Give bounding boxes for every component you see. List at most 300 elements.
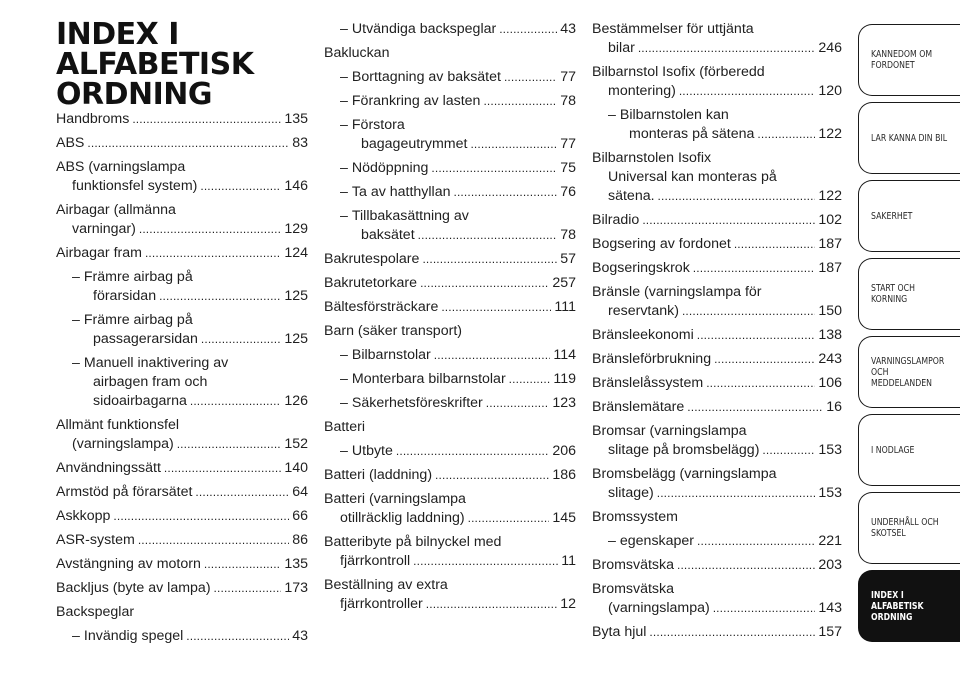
entry-text [608, 82, 676, 101]
chapter-tab[interactable] [858, 24, 960, 96]
page-number[interactable]: 125 [284, 331, 308, 347]
index-entry[interactable] [592, 398, 842, 417]
index-entry[interactable] [592, 149, 842, 206]
page-number[interactable]: 120 [818, 83, 842, 99]
entry-text-part: Bromsvätska [592, 581, 674, 597]
dash-glyph: – [340, 347, 348, 363]
entry-text-part: Avstängning av motorn [56, 556, 201, 572]
page-number[interactable]: 102 [818, 212, 842, 228]
dash-glyph: – [340, 69, 348, 85]
index-entry-line [56, 134, 308, 153]
entry-text [608, 484, 654, 503]
index-entry-line [340, 346, 576, 365]
index-subentry[interactable] [324, 92, 576, 111]
index-subentry[interactable] [324, 370, 576, 389]
entry-text-part: Användningssätt [56, 460, 161, 476]
dot-leader [638, 39, 816, 58]
page-number[interactable]: 153 [818, 442, 842, 458]
index-entry[interactable] [324, 250, 576, 269]
dot-leader [468, 509, 550, 528]
index-entry-line [56, 244, 308, 263]
entry-text-part: Bilbarnstolen kan [619, 107, 729, 123]
entry-text [340, 20, 496, 39]
dot-leader [164, 459, 281, 478]
dash-glyph: – [340, 21, 348, 37]
entry-text-part: Bränsle (varningslampa för [592, 284, 762, 300]
index-entry[interactable] [324, 298, 576, 317]
entry-text-part: Manuell inaktivering av [83, 355, 229, 371]
entry-text [592, 326, 694, 345]
page-number[interactable]: 83 [292, 135, 308, 151]
index-entry-line [72, 287, 308, 306]
chapter-tab[interactable] [858, 336, 960, 408]
index-entry-line [592, 580, 842, 599]
index-entry-line [72, 354, 308, 373]
index-entry[interactable] [592, 422, 842, 460]
page-number[interactable]: 221 [818, 533, 842, 549]
entry-text [361, 226, 415, 245]
index-entry[interactable] [592, 508, 842, 527]
chapter-tab-label-line: ALFABETISK [871, 600, 924, 612]
entry-text-part: varningar) [72, 221, 136, 237]
entry-text-part: Bränslemätare [592, 399, 685, 415]
entry-text [56, 134, 84, 153]
entry-text-part: Borttagning av baksätet [351, 69, 501, 85]
entry-text [361, 135, 467, 154]
index-entry[interactable] [324, 322, 576, 341]
page-number[interactable]: 145 [552, 510, 576, 526]
dot-leader [418, 226, 558, 245]
index-entry[interactable] [324, 576, 576, 614]
index-entry[interactable] [56, 134, 308, 153]
index-entry[interactable] [324, 490, 576, 528]
entry-text-part: Backspeglar [56, 604, 135, 620]
index-entry-line [72, 311, 308, 330]
index-entry-line [340, 370, 576, 389]
chapter-tab-label [871, 283, 925, 305]
index-entry-line [324, 466, 576, 485]
index-column-1 [56, 110, 308, 651]
index-entry[interactable] [56, 531, 308, 550]
entry-text-part: Monterbara bilbarnstolar [351, 371, 506, 387]
entry-text-part: Bakrutetorkare [324, 275, 418, 291]
index-entry[interactable] [592, 259, 842, 278]
index-entry[interactable] [592, 283, 842, 321]
index-subentry[interactable] [324, 68, 576, 87]
index-entry[interactable] [56, 507, 308, 526]
page-number[interactable]: 246 [818, 40, 842, 56]
entry-text-part: (varningslampa) [608, 600, 710, 616]
page-title-line: ALFABETISK [56, 47, 254, 82]
index-entry-line [608, 532, 842, 551]
index-entry-line [592, 283, 842, 302]
dot-leader [435, 466, 549, 485]
index-subentry[interactable] [56, 354, 308, 411]
page-number[interactable]: 43 [292, 628, 308, 644]
dot-leader [679, 82, 816, 101]
index-entry-line [324, 44, 576, 63]
index-subentry[interactable] [56, 268, 308, 306]
page-number[interactable]: 122 [818, 126, 842, 142]
index-entry[interactable] [592, 20, 842, 58]
index-entry-line [324, 322, 576, 341]
index-entry-line [592, 484, 842, 503]
dot-leader [214, 579, 282, 598]
index-entry-line [56, 220, 308, 239]
chapter-tab-label-line: KÄNNEDOM OM [871, 49, 933, 60]
index-entry[interactable] [56, 244, 308, 263]
page-number[interactable]: 78 [560, 227, 576, 243]
chapter-tab-label [871, 445, 924, 456]
page-number[interactable]: 206 [552, 443, 576, 459]
entry-text-part: Bilbarnstol Isofix (förberedd [592, 64, 765, 80]
index-entry[interactable] [592, 235, 842, 254]
entry-text-part: Bromsvätska [592, 557, 674, 573]
index-entry[interactable] [56, 201, 308, 239]
page-number[interactable]: 12 [560, 596, 576, 612]
index-subentry[interactable] [324, 183, 576, 202]
entry-text [340, 394, 483, 413]
index-subentry[interactable] [324, 346, 576, 365]
index-subentry[interactable] [324, 207, 576, 245]
entry-text [592, 623, 646, 642]
index-entry-line [72, 373, 308, 392]
dot-leader [200, 177, 281, 196]
dot-leader [441, 298, 551, 317]
page-number[interactable]: 186 [552, 467, 576, 483]
dot-leader [509, 370, 551, 389]
entry-text [340, 346, 431, 365]
page-number[interactable]: 66 [292, 508, 308, 524]
entry-text-part: Bilradio [592, 212, 640, 228]
index-entry[interactable] [56, 555, 308, 574]
page-number[interactable]: 16 [826, 399, 842, 415]
dot-leader [113, 507, 289, 526]
index-entry-line [340, 135, 576, 154]
index-entry-line [324, 595, 576, 614]
page-number[interactable]: 203 [818, 557, 842, 573]
entry-text [56, 555, 201, 574]
entry-text-part: Ta av hatthyllan [351, 184, 451, 200]
index-entry[interactable] [56, 483, 308, 502]
entry-text-part: Backljus (byte av lampa) [56, 580, 211, 596]
index-entry-line [340, 394, 576, 413]
page-number[interactable]: 124 [284, 245, 308, 261]
index-entry-line [340, 92, 576, 111]
chapter-tab[interactable] [858, 180, 960, 252]
index-entry[interactable] [324, 418, 576, 437]
dot-leader [177, 435, 282, 454]
index-entry-line [56, 201, 308, 220]
page-number[interactable]: 86 [292, 532, 308, 548]
index-subentry[interactable] [592, 106, 842, 144]
entry-text-part: monteras på sätena [629, 126, 755, 142]
chapter-tab-label [871, 590, 935, 623]
dash-glyph: – [340, 371, 348, 387]
index-entry[interactable] [592, 63, 842, 101]
chapter-tab[interactable] [858, 414, 960, 486]
index-column-2 [324, 20, 576, 619]
chapter-tab-label [871, 517, 953, 539]
entry-text-part: Barn (säker transport) [324, 323, 462, 339]
chapter-tab[interactable] [858, 492, 960, 564]
page-title-line: ORDNING [56, 77, 213, 112]
dot-leader [713, 599, 816, 618]
index-entry-line [608, 106, 842, 125]
dot-leader [697, 326, 816, 345]
dot-leader [431, 159, 557, 178]
page-number[interactable]: 129 [284, 221, 308, 237]
dot-leader [139, 220, 281, 239]
entry-text [340, 92, 480, 111]
chapter-tab[interactable] [858, 258, 960, 330]
entry-text-part: Handbroms [56, 111, 130, 127]
entry-text [608, 302, 679, 321]
chapter-tab-label [871, 133, 960, 144]
entry-text-part: Byta hjul [592, 624, 647, 640]
entry-text-part: Allmänt funktionsfel [56, 417, 180, 433]
entry-text [56, 244, 142, 263]
index-entry[interactable] [592, 211, 842, 230]
entry-text-part: bilar [608, 40, 635, 56]
chapter-tab[interactable] [858, 102, 960, 174]
page-number[interactable]: 138 [818, 327, 842, 343]
chapter-tabs [858, 24, 960, 648]
index-entry[interactable] [56, 416, 308, 454]
entry-text-part: montering) [608, 83, 676, 99]
dot-leader [714, 350, 815, 369]
page-number[interactable]: 78 [560, 93, 576, 109]
index-entry[interactable] [592, 350, 842, 369]
page-number[interactable]: 135 [284, 111, 308, 127]
page-number[interactable]: 187 [818, 236, 842, 252]
index-entry-line [340, 159, 576, 178]
page-number[interactable]: 106 [818, 375, 842, 391]
entry-text-part: sidoairbagarna [93, 393, 187, 409]
entry-text [340, 442, 393, 461]
page-number[interactable]: 146 [284, 178, 308, 194]
entry-text [608, 532, 694, 551]
entry-text-part: ASR-system [56, 532, 135, 548]
index-entry-line [340, 226, 576, 245]
index-entry[interactable] [592, 580, 842, 618]
dot-leader [159, 287, 281, 306]
dot-leader [657, 484, 816, 503]
entry-text [72, 627, 183, 646]
index-entry[interactable] [56, 459, 308, 478]
dot-leader [87, 134, 289, 153]
entry-text-part: Invändig spegel [83, 628, 184, 644]
dot-leader [138, 531, 289, 550]
index-subentry[interactable] [324, 442, 576, 461]
entry-text-part: Förstora [351, 117, 405, 133]
entry-text-part: Förankring av lasten [351, 93, 481, 109]
page-number[interactable]: 43 [560, 21, 576, 37]
chapter-tab-label-line: START OCH [871, 283, 915, 294]
page-number[interactable]: 77 [560, 69, 576, 85]
dot-leader [682, 302, 815, 321]
entry-text-part: Batteri (laddning) [324, 467, 433, 483]
index-entry[interactable] [592, 374, 842, 393]
entry-text [608, 187, 655, 206]
entry-text-part: Bromssystem [592, 509, 678, 525]
entry-text [93, 287, 156, 306]
dot-leader [204, 555, 281, 574]
page-title [56, 17, 296, 112]
index-entry[interactable] [592, 623, 842, 642]
entry-text [592, 350, 711, 369]
index-entry-line [592, 599, 842, 618]
entry-text [324, 466, 432, 485]
entry-text-part: Bränsleekonomi [592, 327, 694, 343]
entry-text-part: passagerarsidan [93, 331, 198, 347]
page-number[interactable]: 64 [292, 484, 308, 500]
entry-text [340, 509, 465, 528]
entry-text-part: Universal kan monteras på [608, 169, 777, 185]
index-entry[interactable] [324, 44, 576, 63]
entry-text-part: Tillbakasättning av [351, 208, 469, 224]
page-number[interactable]: 243 [818, 351, 842, 367]
dot-leader [642, 211, 815, 230]
entry-text [592, 211, 639, 230]
entry-text [592, 235, 731, 254]
dot-leader [190, 392, 281, 411]
index-entry-line [56, 110, 308, 129]
index-subentry[interactable] [324, 394, 576, 413]
page-number[interactable]: 257 [552, 275, 576, 291]
entry-text-part: airbagen fram och [93, 374, 208, 390]
dash-glyph: – [340, 117, 348, 133]
entry-text [72, 177, 197, 196]
chapter-tab-label [871, 356, 960, 389]
entry-text-part: bagageutrymmet [361, 136, 468, 152]
page-number[interactable]: 111 [554, 299, 576, 315]
index-entry-line [324, 552, 576, 571]
index-entry-line [56, 507, 308, 526]
index-entry[interactable] [592, 556, 842, 575]
page-number[interactable]: 187 [818, 260, 842, 276]
page-number[interactable]: 57 [560, 251, 576, 267]
dash-glyph: – [72, 269, 80, 285]
entry-text [56, 110, 129, 129]
page-number[interactable]: 11 [561, 553, 576, 569]
index-entry-line [56, 416, 308, 435]
page-number[interactable]: 76 [560, 184, 576, 200]
index-entry-line [56, 158, 308, 177]
index-entry-line [592, 20, 842, 39]
dot-leader [201, 330, 281, 349]
entry-text-part: Bestämmelser för uttjänta [592, 21, 754, 37]
index-subentry[interactable] [56, 311, 308, 349]
entry-text-part: egenskaper [619, 533, 695, 549]
index-subentry[interactable] [56, 627, 308, 646]
page-number[interactable]: 126 [284, 393, 308, 409]
page-number[interactable]: 122 [818, 188, 842, 204]
page-number[interactable]: 77 [560, 136, 576, 152]
page-number[interactable]: 75 [560, 160, 576, 176]
entry-text-part: Nödöppning [351, 160, 429, 176]
entry-text-part: Batteribyte på bilnyckel med [324, 534, 502, 550]
chapter-tab-label-line: SÄKERHET [871, 210, 913, 222]
entry-text-part: Batteri [324, 419, 366, 435]
index-entry-line [592, 63, 842, 82]
index-entry-line [340, 183, 576, 202]
entry-text-part: Bränslelåssystem [592, 375, 704, 391]
dash-glyph: – [340, 93, 348, 109]
index-entry-line [592, 187, 842, 206]
index-entry-line [608, 125, 842, 144]
dot-leader [486, 394, 550, 413]
index-entry[interactable] [56, 579, 308, 598]
index-subentry[interactable] [592, 532, 842, 551]
page-number[interactable]: 173 [284, 580, 308, 596]
index-entry-line [592, 422, 842, 441]
entry-text [340, 552, 410, 571]
page-number[interactable]: 152 [284, 436, 308, 452]
index-entry-line [324, 418, 576, 437]
entry-text-part: Airbagar (allmänna [56, 202, 176, 218]
index-entry-line [324, 509, 576, 528]
dash-glyph: – [608, 533, 616, 549]
dash-glyph: – [608, 107, 616, 123]
dash-glyph: – [72, 355, 80, 371]
index-entry[interactable] [324, 466, 576, 485]
entry-text [93, 330, 198, 349]
index-entry-line [592, 623, 842, 642]
page-number[interactable]: 114 [553, 347, 576, 363]
entry-text [340, 68, 501, 87]
entry-text [56, 531, 135, 550]
chapter-tab-label-line: MEDDELANDEN [871, 377, 932, 389]
index-entry-line [324, 533, 576, 552]
index-entry-line [592, 39, 842, 58]
index-subentry[interactable] [324, 116, 576, 154]
index-entry[interactable] [56, 110, 308, 129]
entry-text-part: otillräcklig laddning) [340, 510, 465, 526]
entry-text [608, 39, 635, 58]
page-number[interactable]: 135 [284, 556, 308, 572]
page-number[interactable]: 119 [553, 371, 576, 387]
page-number[interactable]: 125 [284, 288, 308, 304]
page-number[interactable]: 123 [552, 395, 576, 411]
index-entry-line [72, 627, 308, 646]
page-number[interactable]: 153 [818, 485, 842, 501]
index-entry-line [592, 211, 842, 230]
dot-leader [426, 595, 557, 614]
index-entry-line [324, 490, 576, 509]
index-entry[interactable] [324, 533, 576, 571]
page-number[interactable]: 150 [818, 303, 842, 319]
dot-leader [649, 623, 815, 642]
chapter-tab-label-line: OCH [871, 366, 889, 378]
page-number[interactable]: 157 [818, 624, 842, 640]
page-number[interactable]: 143 [818, 600, 842, 616]
index-entry[interactable] [324, 274, 576, 293]
index-subentry[interactable] [324, 20, 576, 39]
index-entry[interactable] [592, 326, 842, 345]
chapter-tab[interactable] [858, 570, 960, 642]
index-subentry[interactable] [324, 159, 576, 178]
index-entry[interactable] [56, 158, 308, 196]
index-entry[interactable] [592, 465, 842, 503]
entry-text [56, 507, 110, 526]
dot-leader [762, 441, 815, 460]
page-number[interactable]: 140 [284, 460, 308, 476]
entry-text-part: Bogseringskrok [592, 260, 690, 276]
entry-text-part: Bilbarnstolen Isofix [592, 150, 712, 166]
dot-leader [499, 20, 557, 39]
index-entry[interactable] [56, 603, 308, 622]
